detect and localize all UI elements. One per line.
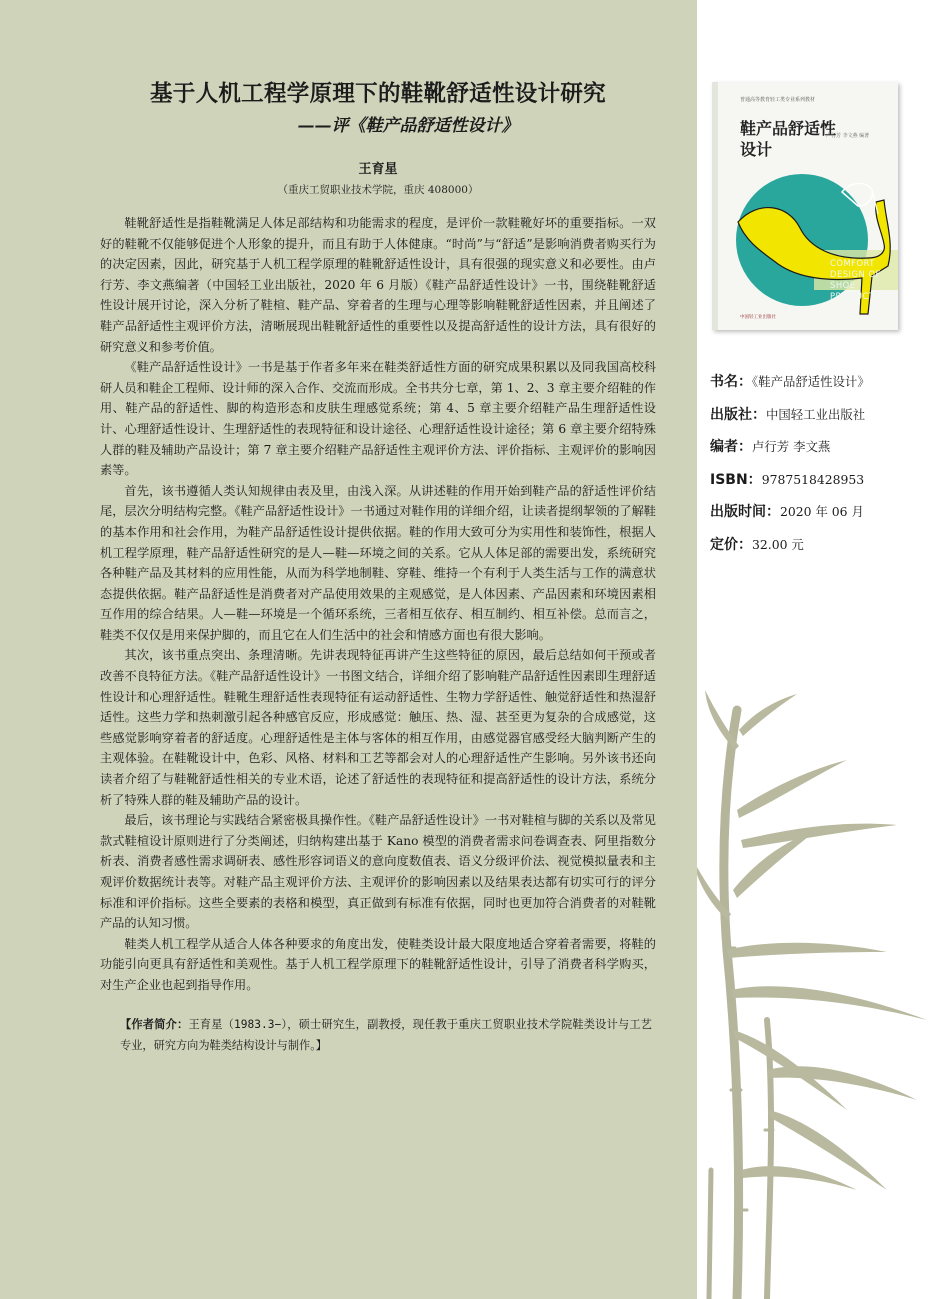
paragraph: 最后，该书理论与实践结合紧密极具操作性。《鞋产品舒适性设计》一书对鞋楦与脚的关系以及常见款式鞋楦设计原则进行了分类阐述，归纳构建出基于 Kano 模型的消费者需求问卷调查表、阿里指数分析表、消费者感性需求调研表、感性形容词语义的意向度数值表、语义分级评价法、视觉模拟量表和主观评价数据统计表等。对鞋产品主观评价方法、主观评价的影响因素以及结果表达都有切实可行的评分标准和评价指标。这些全要素的表格和模型，真正做到有标准有依据，同时也更加符合消费者的对鞋靴产品的认知习惯。: [100, 813, 656, 931]
bamboo-decoration-icon: [697, 690, 950, 1299]
cover-publisher: 中国轻工业出版社: [740, 315, 776, 320]
author-bio-label: 【作者简介：: [120, 1017, 189, 1031]
article-subtitle: ——评《鞋产品舒适性设计》: [297, 116, 519, 136]
info-label: 编者：: [710, 439, 752, 455]
cover-english-line: PRODUCTS: [830, 291, 881, 301]
info-label: 书名：: [710, 374, 752, 390]
book-info-isbn: [710, 470, 940, 490]
info-label: 定价：: [710, 536, 752, 553]
author-name: 王育星: [358, 162, 398, 177]
author-affiliation: （重庆工贸职业技术学院，重庆 408000）: [277, 184, 479, 196]
paragraph: 《鞋产品舒适性设计》一书是基于作者多年来在鞋类舒适性方面的研究成果积累以及同我国高校科研人员和鞋企工程师、设计师的深入合作、交流而形成。全书共分七章，第 1、2、3 章主要介绍鞋的作用、鞋产品的舒适性、脚的构造形态和皮肤生理感觉系统；第 4、5 章主要介绍鞋产品生理舒适性设计、心理舒适性设计、生理舒适性的表现特征和设计途径、心理舒适性设计途径；第 6 章主要介绍特殊人群的鞋及辅助产品设计；第 7 章主要介绍鞋产品舒适性主观评价方法、评价指标、主观评价的影响因素等。: [100, 360, 656, 478]
article-body: [100, 213, 656, 996]
paragraph: 鞋类人机工程学从适合人体各种要求的角度出发，使鞋类设计最大限度地适合穿着者需要，将鞋的功能引向更具有舒适性和美观性。基于人机工程学原理下的鞋靴舒适性设计，引导了消费者科学购买，对生产企业也起到指导作用。: [100, 936, 656, 992]
book-info-date: [710, 502, 940, 522]
cover-title: 鞋产品舒适性设计: [740, 119, 837, 159]
info-label: 出版社：: [710, 406, 766, 423]
cover-series: 普通高等教育轻工类专业系列教材: [740, 97, 816, 103]
info-value: 2020 年 06 月: [780, 504, 864, 519]
info-value: 《鞋产品舒适性设计》: [752, 374, 870, 389]
cover-english-title: [830, 258, 881, 302]
paragraph: 鞋靴舒适性是指鞋靴满足人体足部结构和功能需求的程度，是评价一款鞋靴好坏的重要指标。一双好的鞋靴不仅能够促进个人形象的提升，而且有助于人体健康。“时尚”与“舒适”是影响消费者购买行为的决定因素，因此，研究基于人机工程学原理的鞋靴舒适性设计，具有很强的现实意义和必要性。由卢行芳、李文燕编著（中国轻工业出版社，2020 年 6 月版）《鞋产品舒适性设计》一书，围绕鞋靴舒适性设计展开讨论，深入分析了鞋楦、鞋产品、穿着者的生理与心理等影响鞋靴舒适性因素，并且阐述了鞋产品舒适性主观评价方法，清晰展现出鞋靴舒适性的重要性以及提高舒适性的设计方法，具有很好的研究意义和参考价值。: [100, 216, 656, 354]
info-value: 32.00 元: [752, 536, 804, 552]
book-info-title: [710, 372, 940, 392]
author-bio-text: 王育星（1983.3−），硕士研究生，副教授，现任教于重庆工贸职业技术学院鞋类设计与工艺专业，研究方向为鞋类结构设计与制作。】: [120, 1017, 652, 1052]
book-info-publisher: [710, 405, 940, 425]
book-info-price: [710, 535, 940, 555]
book-cover-image: [712, 82, 898, 330]
author-bio: [100, 1014, 656, 1056]
info-label: ISBN：: [710, 471, 762, 488]
book-info-editors: [710, 437, 940, 457]
book-info: [710, 372, 940, 567]
info-label: 出版时间：: [710, 504, 780, 520]
cover-english-line: SHOE: [830, 280, 856, 290]
article: [100, 78, 656, 1056]
info-value: 中国轻工业出版社: [766, 406, 866, 422]
paragraph: 首先，该书遵循人类认知规律由表及里，由浅入深。从讲述鞋的作用开始到鞋产品的舒适性评价结尾，层次分明结构完整。《鞋产品舒适性设计》一书通过对鞋作用的详细介绍，让读者提纲挈领的了解鞋的基本作用和社会作用，为鞋产品舒适性设计提供依据。鞋的作用大致可分为实用性和装饰性，根据人机工程学原理，鞋产品舒适性研究的是人—鞋—环境之间的关系。它从人体足部的需要出发，系统研究各种鞋产品及其材料的应用性能，从而为科学地制鞋、穿鞋、维持一个有利于人类生活与工作的满意状态提供依据。鞋产品舒适性是消费者对产品使用效果的主观感觉，是人体因素、产品因素和环境因素相互作用的综合结果。人—鞋—环境是一个循环系统，三者相互依存、相互制约、相互补偿。总而言之，鞋类不仅仅是用来保护脚的，而且它在人们生活中的社会和情感方面也有很大影响。: [100, 483, 656, 642]
cover-authors: 卢行芳 李文燕 编著: [826, 133, 870, 139]
paragraph: 其次，该书重点突出、条理清晰。先讲表现特征再讲产生这些特征的原因，最后总结如何干预或者改善不良特征方法。《鞋产品舒适性设计》一书图文结合，详细介绍了影响鞋产品舒适性因素即生理舒适性设计和心理舒适性。鞋靴生理舒适性表现特征有运动舒适性、生物力学舒适性、触觉舒适性和热湿舒适性。这些力学和热刺激引起各种感官反应，形成感觉：触压、热、湿、甚至更为复杂的合成感觉，这些感觉影响穿着者的舒适度。心理舒适性是主体与客体的相互作用，由感觉器官感受经大脑判断产生的主观体验。在鞋靴设计中，色彩、风格、材料和工艺等都会对人的心理舒适性产生影响。另外该书还向读者介绍了与鞋靴舒适性相关的专业术语，论述了舒适性的表现特征和提高舒适性的设计方法，系统分析了特殊人群的鞋及辅助产品的设计。: [100, 648, 656, 807]
article-title: 基于人机工程学原理下的鞋靴舒适性设计研究: [149, 81, 606, 107]
info-value: 9787518428953: [761, 471, 865, 487]
info-value: 卢行芳 李文燕: [752, 439, 831, 454]
cover-english-line: DESIGN OF: [830, 269, 881, 279]
cover-english-line: COMFORT: [830, 258, 875, 268]
